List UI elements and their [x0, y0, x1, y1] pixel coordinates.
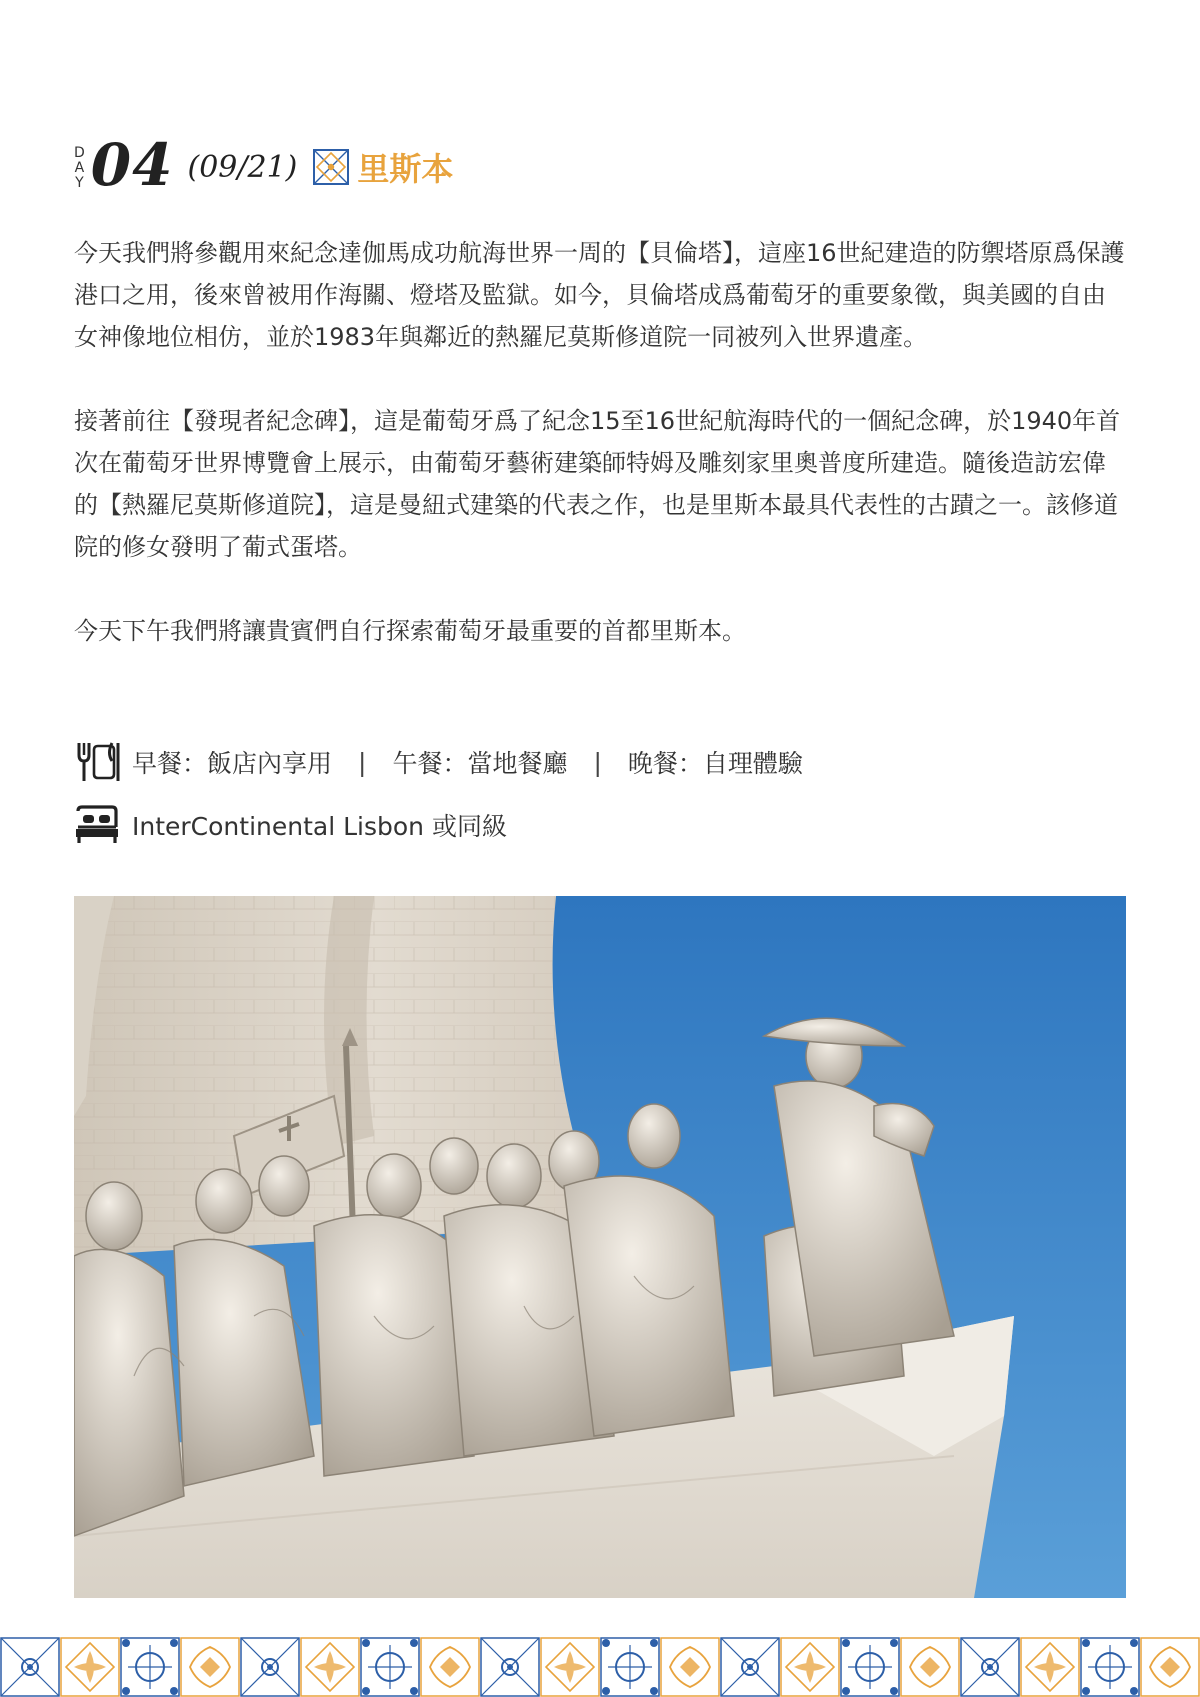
- divider: |: [593, 747, 602, 777]
- paragraph: 今天下午我們將讓貴賓們自行探索葡萄牙最重要的首都里斯本。: [74, 617, 746, 645]
- meals-row: [74, 738, 803, 786]
- azulejo-tile-icon: [1140, 1637, 1200, 1697]
- day-label: [74, 146, 85, 191]
- day-label-letter: Y: [75, 174, 84, 191]
- azulejo-tile-icon: [420, 1637, 480, 1697]
- hotel-row: [74, 802, 507, 848]
- azulejo-tile-icon: [1080, 1637, 1140, 1697]
- hotel-name: InterContinental Lisbon 或同級: [132, 812, 507, 841]
- azulejo-tile-icon: [600, 1637, 660, 1697]
- azulejo-tile-icon: [720, 1637, 780, 1697]
- azulejo-tile-icon: [480, 1637, 540, 1697]
- dinner-info: 晚餐：自理體驗: [627, 749, 803, 778]
- azulejo-tile-icon: [180, 1637, 240, 1697]
- paragraph: 今天我們將參觀用來紀念達伽馬成功航海世界一周的【貝倫塔】，這座16世紀建造的防禦塔原爲保護港口之用，後來曾被用作海關、燈塔及監獄。如今，貝倫塔成爲葡萄牙的重要象徵，與美國的自由女神像地位相仿，並於1983年與鄰近的熱羅尼莫斯修道院一同被列入世界遺產。: [74, 239, 1125, 351]
- azulejo-tile-icon: [780, 1637, 840, 1697]
- day-header: [74, 130, 453, 200]
- monument-illustration: [74, 896, 1126, 1598]
- paragraph: 接著前往【發現者紀念碑】，這是葡萄牙爲了紀念15至16世紀航海時代的一個紀念碑，於1940年首次在葡萄牙世界博覽會上展示，由葡萄牙藝術建築師特姆及雕刻家里奧普度所建造。隨後造訪宏偉的【熱羅尼莫斯修道院】，這是曼紐式建築的代表之作，也是里斯本最具代表性的古蹟之一。該修道院的修女發明了葡式蛋塔。: [74, 407, 1121, 561]
- day-date: (09/21): [187, 149, 298, 185]
- divider: |: [358, 747, 367, 777]
- azulejo-tile-icon: [240, 1637, 300, 1697]
- day-label-letter: A: [74, 159, 85, 176]
- azulejo-tile-icon: [360, 1637, 420, 1697]
- itinerary-text: [74, 232, 1128, 694]
- azulejo-tile-icon: [660, 1637, 720, 1697]
- day-city: 里斯本: [357, 150, 454, 188]
- azulejo-tile-icon: [540, 1637, 600, 1697]
- azulejo-tile-icon: [900, 1637, 960, 1697]
- bed-icon: [74, 803, 120, 847]
- azulejo-tile-icon: [840, 1637, 900, 1697]
- breakfast-info: 早餐：飯店內享用: [132, 749, 333, 778]
- azulejo-border: [0, 1637, 1200, 1697]
- azulejo-tile-icon: [300, 1637, 360, 1697]
- azulejo-tile-icon: [60, 1637, 120, 1697]
- azulejo-tile-icon: [960, 1637, 1020, 1697]
- monument-photo: [74, 896, 1126, 1598]
- day-label-letter: D: [74, 144, 85, 161]
- day-number: 04: [90, 131, 174, 199]
- azulejo-tile-icon: [313, 149, 349, 185]
- azulejo-tile-icon: [120, 1637, 180, 1697]
- lunch-info: 午餐：當地餐廳: [392, 749, 568, 778]
- azulejo-tile-icon: [1020, 1637, 1080, 1697]
- azulejo-tile-icon: [0, 1637, 60, 1697]
- dining-icon: [74, 740, 120, 784]
